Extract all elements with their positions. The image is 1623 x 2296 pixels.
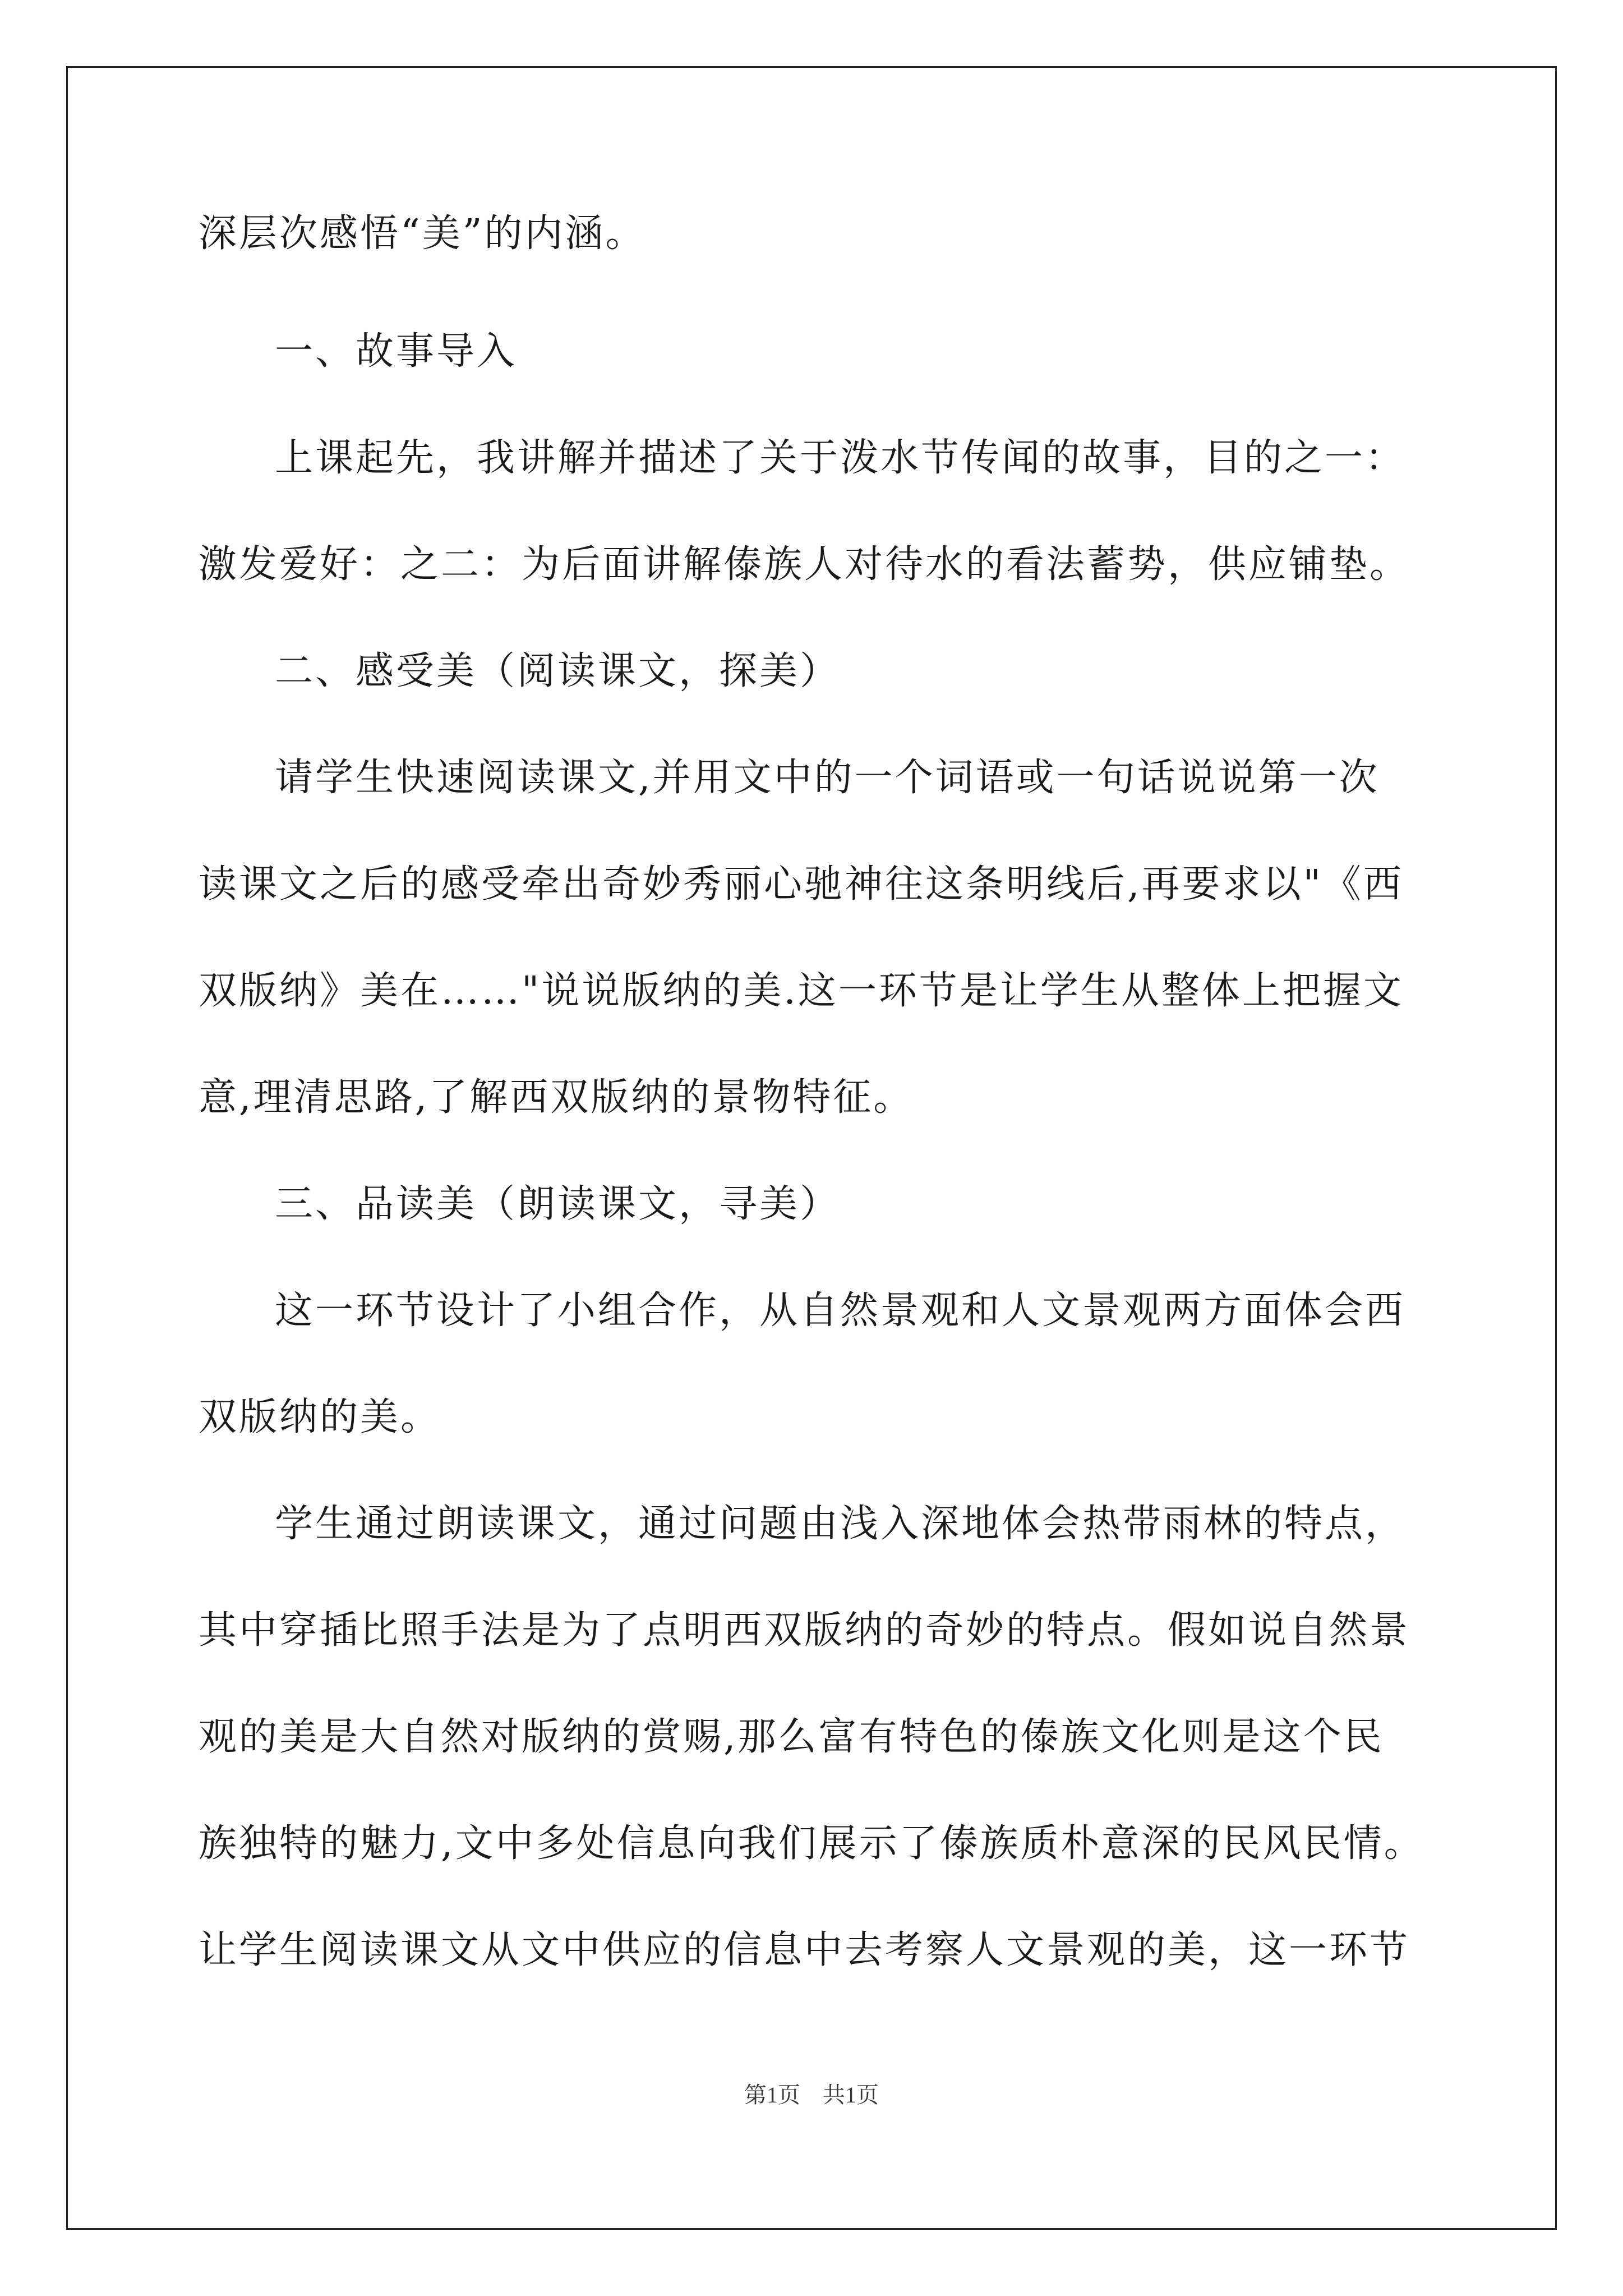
text-line: 请学生快速阅读课文,并用文中的一个词语或一句话说说第一次 [275, 756, 1380, 800]
text-line: 双版纳的美。 [199, 1395, 441, 1439]
page-number-footer: 第1页 共1页 [744, 2082, 879, 2108]
text-line: 让学生阅读课文从文中供应的信息中去考察人文景观的美，这一环节 [199, 1928, 1410, 1972]
section-heading: 一、故事导入 [275, 329, 518, 374]
section-heading: 二、感受美（阅读课文，探美） [275, 649, 841, 693]
text-line: 其中穿插比照手法是为了点明西双版纳的奇妙的特点。假如说自然景 [199, 1608, 1410, 1653]
page-border [66, 66, 1557, 2230]
text-line: 激发爱好：之二：为后面讲解傣族人对待水的看法蓄势，供应铺垫。 [199, 542, 1410, 587]
text-line: 这一环节设计了小组合作，从自然景观和人文景观两方面体会西 [275, 1289, 1406, 1333]
section-heading: 三、品读美（朗读课文，寻美） [275, 1182, 841, 1226]
text-line: 读课文之后的感受牵出奇妙秀丽心驰神往这条明线后,再要求以"《西 [199, 862, 1404, 907]
text-line: 上课起先，我讲解并描述了关于泼水节传闻的故事，目的之一： [275, 436, 1406, 480]
text-line: 双版纳》美在……"说说版纳的美.这一环节是让学生从整体上把握文 [199, 969, 1404, 1013]
text-line: 深层次感悟“美”的内涵。 [199, 211, 646, 256]
text-line: 意,理清思路,了解西双版纳的景物特征。 [199, 1075, 914, 1120]
text-line: 学生通过朗读课文，通过问题由浅入深地体会热带雨林的特点， [275, 1502, 1406, 1546]
text-line: 观的美是大自然对版纳的赏赐,那么富有特色的傣族文化则是这个民 [199, 1715, 1384, 1759]
text-line: 族独特的魅力,文中多处信息向我们展示了傣族质朴意深的民风民情。 [199, 1821, 1424, 1866]
